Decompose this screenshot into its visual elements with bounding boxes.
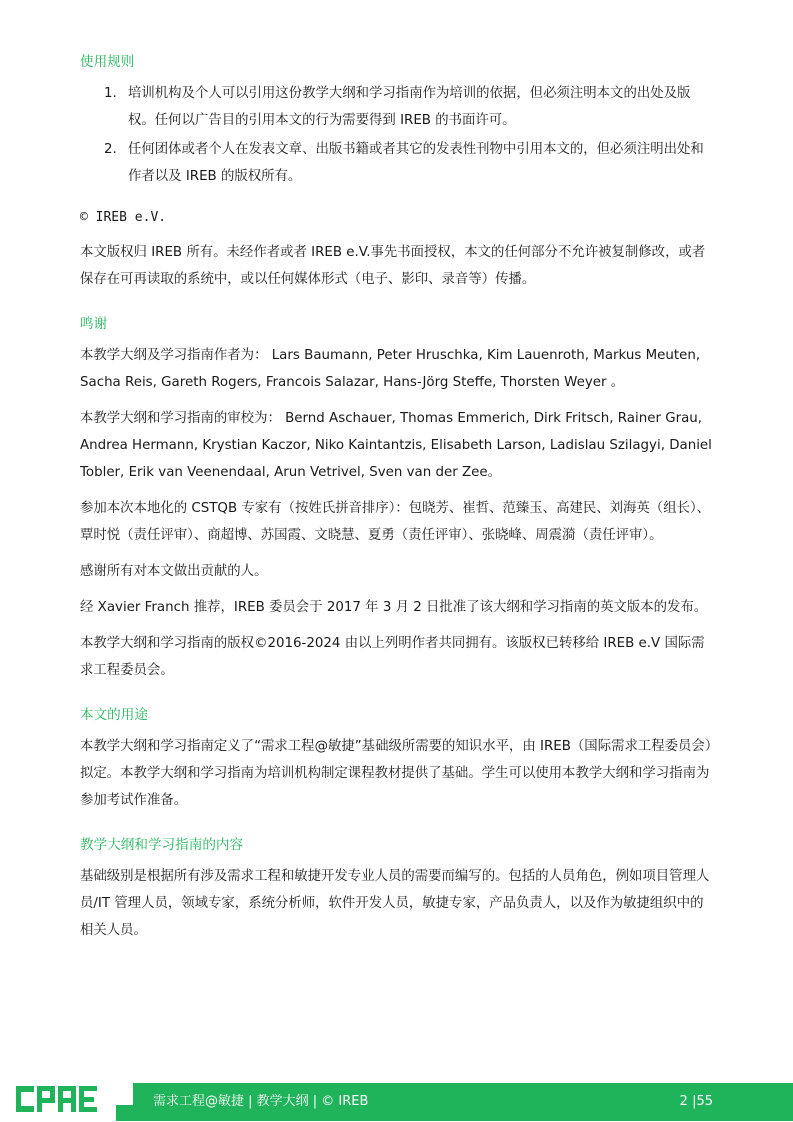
list-item: [80, 80, 716, 134]
list-number: 1.: [104, 86, 117, 101]
localization-paragraph: 参加本次本地化的 CSTQB 专家有（按姓氏拼音排序）：包晓芳、崔哲、范臻玉、高建民、刘海英（组长）、覃时悦（责任评审）、商超博、苏国霞、文晓慧、夏勇（责任评审）、张晓峰、周震漪（责任评审）。: [80, 501, 711, 543]
footer-band: [133, 1083, 793, 1121]
page-content: [80, 52, 716, 953]
thanks-heading: 鸣谢: [80, 316, 108, 332]
page-footer: [0, 1078, 793, 1120]
contributors-paragraph: 感谢所有对本文做出贡献的人。: [80, 564, 268, 579]
footer-title: 需求工程@敏捷 | 教学大纲 | © IREB: [153, 1094, 369, 1109]
logo-text: CPRE: [16, 1082, 19, 1083]
page-number: 2 |55: [679, 1094, 713, 1109]
footer-notch: [116, 1105, 134, 1121]
list-item-text: 培训机构及个人可以引用这份教学大纲和学习指南作为培训的依据，但必须注明本文的出处及版权。任何以广告目的引用本文的行为需要得到 IREB 的书面许可。: [128, 86, 691, 128]
copyright-mark: © IREB e.V.: [80, 210, 167, 225]
list-item-text: 任何团体或者个人在发表文章、出版书籍或者其它的发表性刊物中引用本文的，但必须注明出处和作者以及 IREB 的版权所有。: [128, 142, 704, 184]
purpose-paragraph: 本教学大纲和学习指南定义了“需求工程@敏捷”基础级所需要的知识水平，由 IREB（国际需求工程委员会）拟定。本教学大纲和学习指南为培训机构制定课程教材提供了基础。学生可以使用本教学大纲和学习指南为参加考试作准备。: [80, 739, 712, 808]
purpose-heading: 本文的用途: [80, 707, 148, 723]
authors-paragraph: 本教学大纲及学习指南作者为： Lars Baumann, Peter Hruschka, Kim Lauenroth, Markus Meuten, Sacha Reis, Gareth Rogers, Francois Salazar, Hans-Jörg Steffe, Thorsten Weyer 。: [80, 348, 701, 390]
copyright-text: 本文版权归 IREB 所有。未经作者或者 IREB e.V.事先书面授权，本文的任何部分不允许被复制修改，或者保存在可再读取的系统中，或以任何媒体形式（电子、影印、录音等）传播。: [80, 245, 706, 287]
contents-heading: 教学大纲和学习指南的内容: [80, 837, 244, 853]
list-item: [80, 136, 716, 190]
usage-rules-list: [80, 80, 716, 190]
cpre-logo: [16, 1082, 100, 1116]
ownership-paragraph: 本教学大纲和学习指南的版权©2016-2024 由以上列明作者共同拥有。该版权已转移给 IREB e.V 国际需求工程委员会。: [80, 636, 705, 678]
list-number: 2.: [104, 142, 117, 157]
contents-paragraph: 基础级别是根据所有涉及需求工程和敏捷开发专业人员的需要而编写的。包括的人员角色，例如项目管理人员/IT 管理人员，领域专家，系统分析师，软件开发人员，敏捷专家，产品负责人，以及作为敏捷组织中的相关人员。: [80, 869, 710, 938]
reviewers-paragraph: 本教学大纲和学习指南的审校为： Bernd Aschauer, Thomas Emmerich, Dirk Fritsch, Rainer Grau, Andrea Hermann, Krystian Kaczor, Niko Kaintantzis, Elisabeth Larson, Ladislau Szilagyi, Daniel Tobler, Erik van Veenendaal, Arun Vetrivel, Sven van der Zee。: [80, 411, 712, 480]
usage-heading: 使用规则: [80, 54, 135, 70]
approval-paragraph: 经 Xavier Franch 推荐，IREB 委员会于 2017 年 3 月 2 日批准了该大纲和学习指南的英文版本的发布。: [80, 600, 708, 615]
